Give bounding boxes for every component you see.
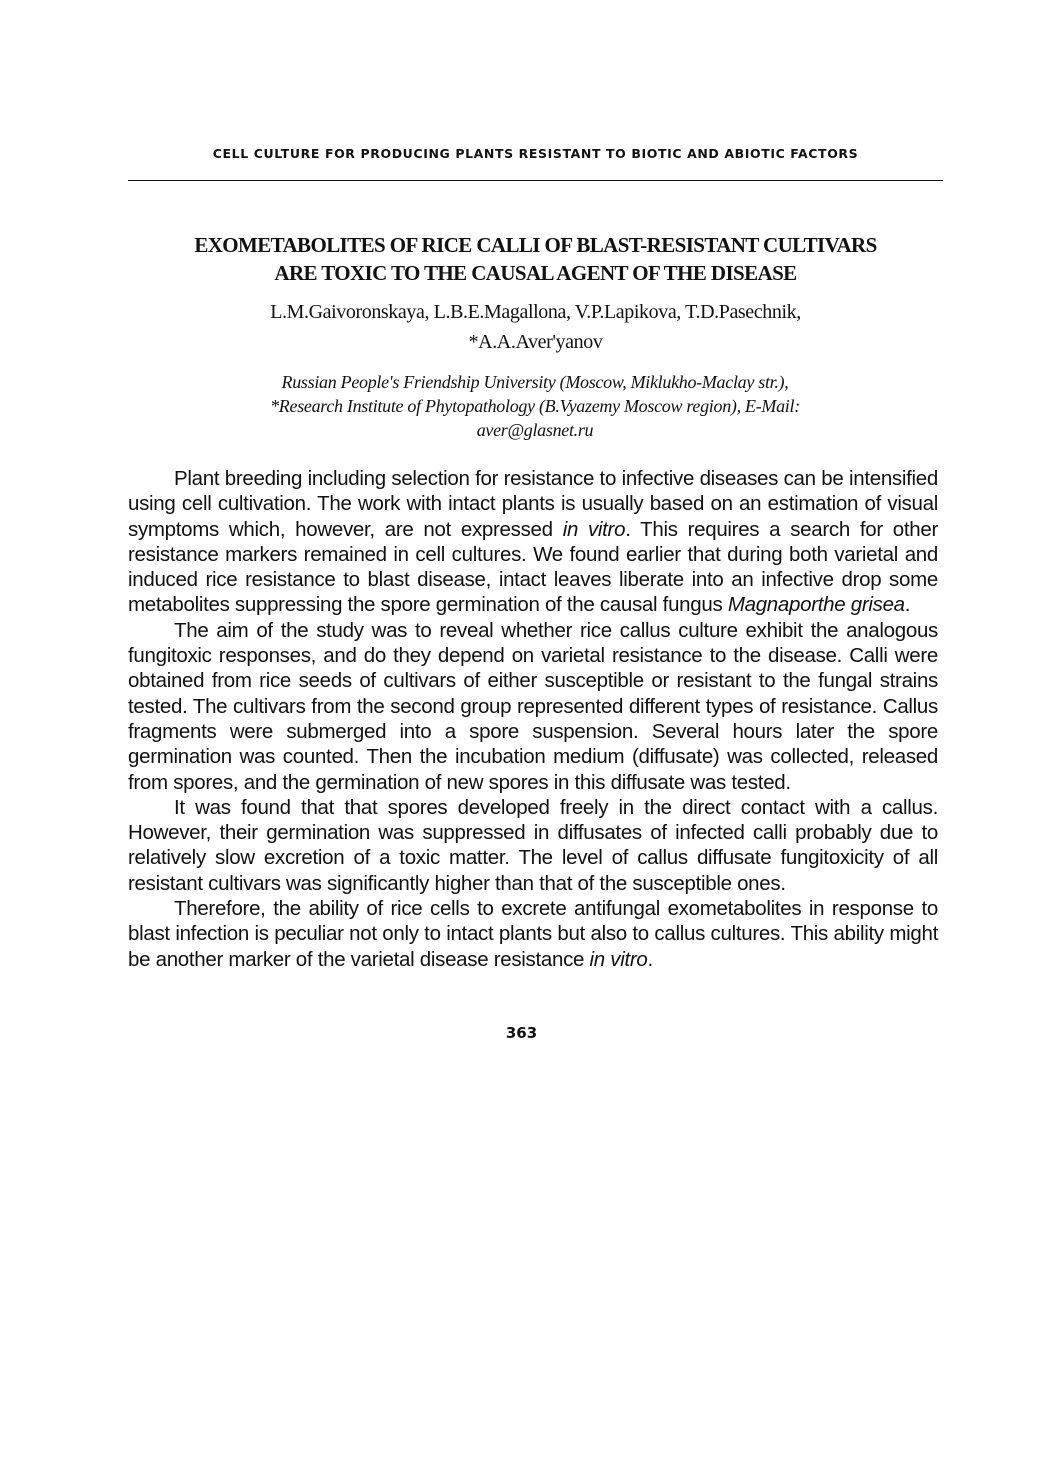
header-rule xyxy=(128,180,943,181)
title-line: ARE TOXIC TO THE CAUSAL AGENT OF THE DISEASE xyxy=(274,261,797,285)
affiliation xyxy=(180,370,890,442)
paragraph: Therefore, the ability of rice cells to excrete antifungal exometabolites in response to blast infection is peculiar not only to intact plants but also to callus cultures. This ability might be another marker of the varietal disease resistance in vitro. xyxy=(128,897,938,971)
affiliation-line: Russian People's Friendship University (Moscow, Miklukho-Maclay str.), xyxy=(281,372,789,392)
title-line: EXOMETABOLITES OF RICE CALLI OF BLAST-RESISTANT CULTIVARS xyxy=(194,233,877,257)
italic-species: Magnaporthe grisea xyxy=(727,593,905,617)
authors xyxy=(128,297,943,357)
article-body xyxy=(128,466,938,972)
italic-term: in vitro xyxy=(562,517,626,541)
authors-line: *A.A.Aver'yanov xyxy=(468,331,603,353)
affiliation-line: *Research Institute of Phytopathology (B.Vyazemy Moscow region), E-Mail: xyxy=(270,396,800,416)
paragraph: It was found that that spores developed freely in the direct contact with a callus. However, their germination was suppressed in diffusates of infected calli probably due to relatively slow excretion of a toxic matter. The level of callus diffusate fungitoxicity of all resistant cultivars was significantly higher than that of the susceptible ones. xyxy=(128,795,938,895)
affiliation-email: aver@glasnet.ru xyxy=(476,420,594,440)
running-header: CELL CULTURE FOR PRODUCING PLANTS RESISTANT TO BIOTIC AND ABIOTIC FACTORS xyxy=(212,146,859,161)
paragraph: The aim of the study was to reveal whether rice callus culture exhibit the analogous fungitoxic responses, and do they depend on varietal resistance to the disease. Calli were obtained from rice seeds of cultivars of either susceptible or resistant to the fungal strains tested. The cultivars from the second group represented different types of resistance. Callus fragments were submerged into a spore suspension. Several hours later the spore germination was counted. Then the incubation medium (diffusate) was collected, released from spores, and the germination of new spores in this diffusate was tested. xyxy=(128,618,938,794)
article-title xyxy=(128,231,943,287)
page-number: 363 xyxy=(505,1024,538,1042)
authors-line: L.M.Gaivoronskaya, L.B.E.Magallona, V.P.Lapikova, T.D.Pasechnik, xyxy=(270,301,801,323)
paragraph: Plant breeding including selection for resistance to infective diseases can be intensified using cell cultivation. The work with intact plants is usually based on an estimation of visual symptoms which, however, are not expressed in vitro. This requires a search for other resistance markers remained in cell cultures. We found earlier that during both varietal and induced rice resistance to blast disease, intact leaves liberate into an infective drop some metabolites suppressing the spore germination of the causal fungus Magnaporthe grisea. xyxy=(128,467,939,617)
italic-term: in vitro xyxy=(589,947,648,971)
